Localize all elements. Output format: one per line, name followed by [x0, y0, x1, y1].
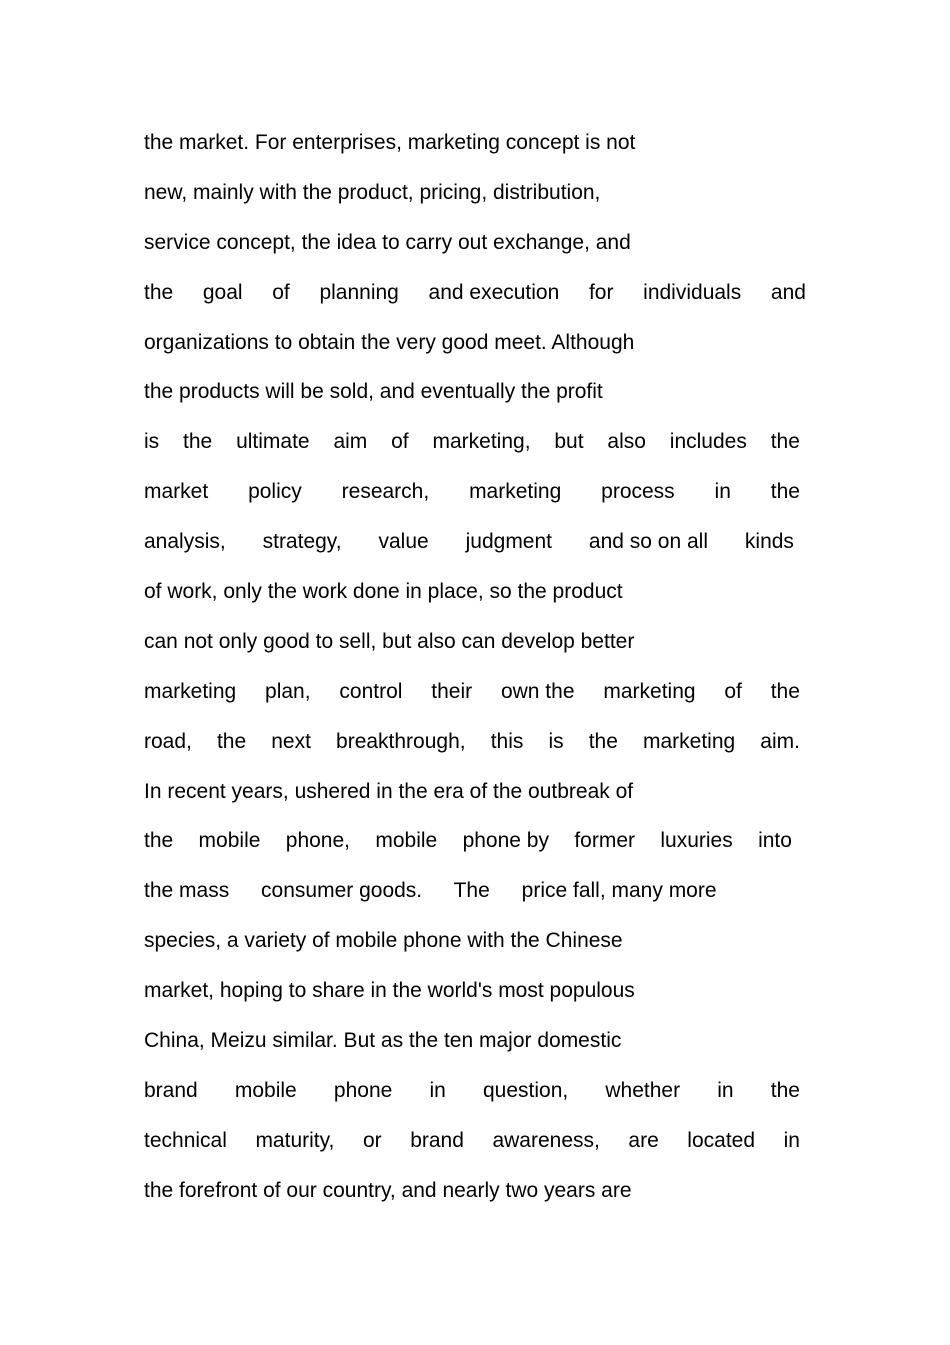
- word: the: [770, 430, 800, 454]
- word: the: [770, 1078, 800, 1102]
- word: awareness,: [492, 1128, 600, 1152]
- word: The: [453, 879, 490, 903]
- word: mobile: [198, 829, 261, 853]
- word: plan,: [265, 679, 311, 703]
- word: in: [783, 1128, 800, 1152]
- word: the: [588, 729, 618, 753]
- word: is: [548, 729, 564, 753]
- text-line: [144, 522, 794, 572]
- word: question,: [482, 1078, 569, 1102]
- word: technical: [144, 1128, 227, 1152]
- word: aim: [333, 430, 368, 454]
- word: of: [272, 280, 290, 304]
- word: in: [714, 480, 731, 504]
- word: marketing: [603, 679, 696, 703]
- word: own the: [500, 679, 575, 703]
- word: phone by: [462, 829, 549, 853]
- text-line: [144, 1121, 800, 1171]
- word: located: [687, 1128, 756, 1152]
- word: the: [183, 430, 213, 454]
- text-line: [144, 871, 844, 921]
- word: are: [628, 1128, 659, 1152]
- word: in: [429, 1078, 446, 1102]
- text-line: species, a variety of mobile phone with the Chinese: [144, 929, 623, 953]
- word: includes: [669, 430, 747, 454]
- word: process: [601, 480, 675, 504]
- word: the: [770, 679, 800, 703]
- word: the mass: [144, 879, 230, 903]
- word: consumer goods.: [261, 879, 423, 903]
- word: goal: [202, 280, 243, 304]
- text-line: organizations to obtain the very good meet. Although: [144, 330, 635, 354]
- word: phone: [333, 1078, 393, 1102]
- word: former: [574, 829, 636, 853]
- word: is: [144, 430, 160, 454]
- word: and: [770, 280, 806, 304]
- word: marketing,: [432, 430, 531, 454]
- word: individuals: [643, 280, 742, 304]
- word: control: [339, 679, 403, 703]
- text-line: China, Meizu similar. But as the ten major domestic: [144, 1029, 622, 1053]
- text-line: [144, 722, 800, 772]
- word: also: [607, 430, 646, 454]
- word: aim.: [760, 729, 800, 753]
- text-line: the products will be sold, and eventually the profit: [144, 380, 603, 404]
- text-line: of work, only the work done in place, so the product: [144, 580, 623, 604]
- word: phone,: [285, 829, 350, 853]
- word: ultimate: [236, 430, 310, 454]
- word: policy: [248, 480, 302, 504]
- word: marketing: [642, 729, 736, 753]
- text-line: [144, 472, 800, 522]
- word: or: [362, 1128, 382, 1152]
- word: whether: [605, 1078, 681, 1102]
- body-text: [144, 123, 844, 1221]
- word: luxuries: [660, 829, 733, 853]
- text-line: service concept, the idea to carry out exchange, and: [144, 230, 631, 254]
- text-line: market, hoping to share in the world's most populous: [144, 979, 635, 1003]
- text-line: new, mainly with the product, pricing, distribution,: [144, 180, 601, 204]
- word: kinds: [744, 530, 794, 554]
- word: market: [144, 480, 209, 504]
- text-line: the forefront of our country, and nearly two years are: [144, 1178, 632, 1202]
- word: breakthrough,: [336, 729, 466, 753]
- word: brand: [410, 1128, 464, 1152]
- text-line: the market. For enterprises, marketing concept is not: [144, 131, 636, 154]
- text-line: [144, 1071, 800, 1121]
- word: the: [144, 829, 174, 853]
- word: strategy,: [262, 530, 342, 554]
- word: but: [554, 430, 584, 454]
- word: and so on all: [588, 530, 708, 554]
- word: road,: [144, 729, 192, 753]
- text-line: [144, 672, 800, 722]
- word: mobile: [234, 1078, 297, 1102]
- word: next: [271, 729, 311, 753]
- text-line: [144, 273, 806, 323]
- word: planning: [319, 280, 399, 304]
- word: into: [758, 829, 792, 853]
- word: their: [431, 679, 473, 703]
- word: this: [490, 729, 524, 753]
- word: mobile: [375, 829, 438, 853]
- text-line: [144, 422, 800, 472]
- word: marketing: [144, 679, 237, 703]
- text-line: [144, 821, 792, 871]
- word: in: [717, 1078, 734, 1102]
- word: the: [216, 729, 247, 753]
- word: value: [378, 530, 429, 554]
- word: analysis,: [144, 530, 226, 554]
- word: brand: [144, 1078, 198, 1102]
- word: of: [724, 679, 742, 703]
- word: research,: [341, 480, 430, 504]
- word: and execution: [428, 280, 560, 304]
- word: marketing: [469, 480, 562, 504]
- word: for: [588, 280, 614, 304]
- word: judgment: [465, 530, 552, 554]
- word: maturity,: [255, 1128, 335, 1152]
- word: of: [391, 430, 409, 454]
- text-line: can not only good to sell, but also can develop better: [144, 629, 635, 653]
- text-line: In recent years, ushered in the era of the outbreak of: [144, 779, 634, 803]
- word: the: [770, 480, 800, 504]
- word: price fall, many more: [521, 879, 717, 903]
- word: the: [144, 280, 174, 304]
